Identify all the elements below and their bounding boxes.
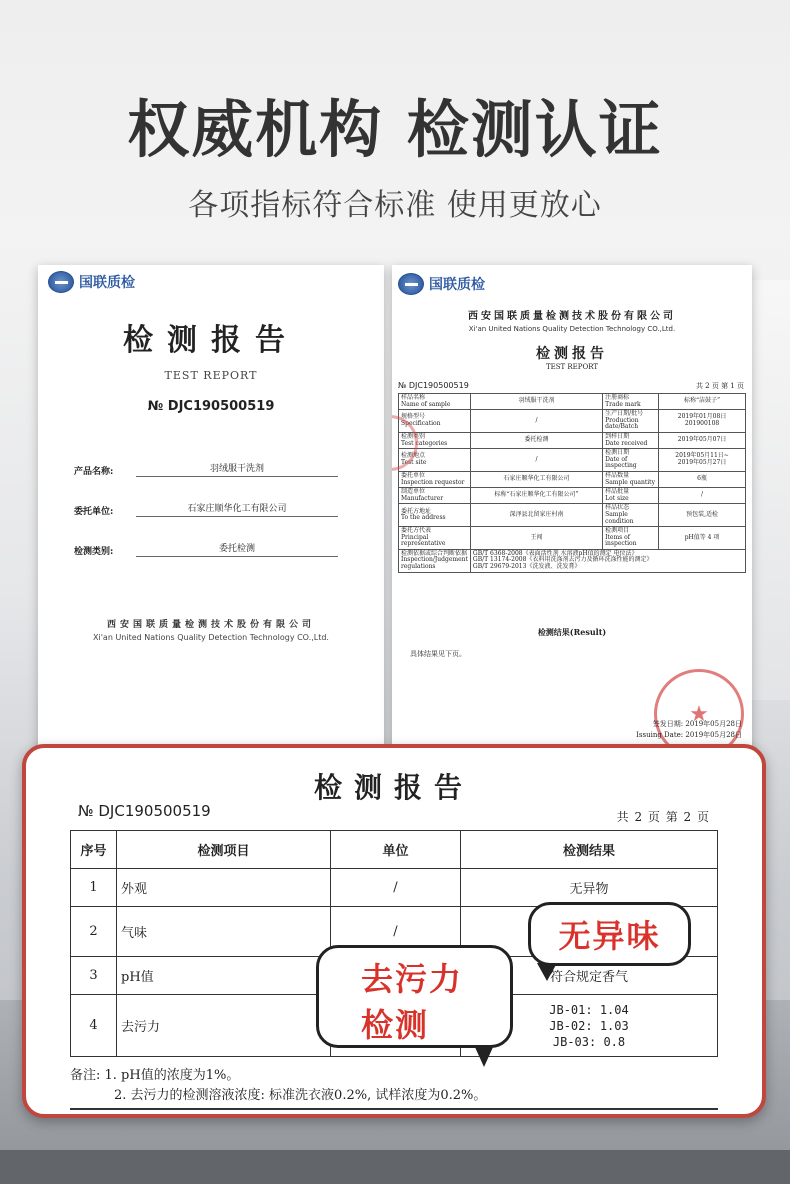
row-unit: /	[331, 907, 461, 957]
table-cell: 样品状态 Sample condition	[603, 504, 659, 527]
table-row	[399, 549, 746, 572]
detail-page-indicator: 共 2 页 第 1 页	[695, 382, 744, 390]
field-value: 羽绒服干洗剂	[136, 461, 338, 477]
detail-issue-date	[636, 719, 742, 740]
detail-company-en: Xi'an United Nations Quality Detection Technology CO.,Ltd.	[468, 325, 676, 333]
header-item: 检测项目	[117, 831, 331, 869]
table-cell: 委托方代表 Principal representative	[399, 527, 471, 550]
row-no: 2	[71, 907, 117, 957]
field-label: 委托单位:	[74, 507, 114, 517]
table-cell: 样品批量 Lot size	[603, 488, 659, 504]
table-cell: 检测日期 Date of inspecting	[603, 449, 659, 472]
detail-company-cn: 西安国联质量检测技术股份有限公司	[468, 311, 676, 322]
logo-emblem-icon	[48, 271, 74, 293]
cover-company-cn: 西安国联质量检测技术股份有限公司	[106, 620, 315, 630]
header-unit: 单位	[331, 831, 461, 869]
zoom-title: 检测报告	[313, 771, 474, 804]
row-unit: /	[331, 869, 461, 907]
table-cell: 石家庄顺华化工有限公司	[470, 471, 602, 487]
table-header-row	[71, 831, 718, 869]
detail-subtitle: TEST REPORT	[545, 363, 599, 371]
table-cell: 检测项目 Items of inspection	[603, 527, 659, 550]
logo-emblem-icon	[398, 273, 424, 295]
divider	[70, 1108, 718, 1110]
table-cell: 委托检测	[470, 432, 602, 448]
table-cell: /	[470, 410, 602, 433]
field-label: 检测类别:	[74, 547, 114, 557]
callout-line: 去污力	[361, 960, 464, 998]
table-cell: 标称“石家庄顺华化工有限公司”	[470, 488, 602, 504]
report-detail-page	[392, 265, 752, 755]
detail-result-text: 具体结果见下页。	[410, 650, 466, 658]
table-cell: 委托方地址 To the address	[399, 504, 471, 527]
row-no: 3	[71, 957, 117, 995]
table-row	[399, 527, 746, 550]
row-result: 符合规定香气	[461, 957, 718, 995]
header-result: 检测结果	[461, 831, 718, 869]
field-label: 产品名称:	[74, 467, 114, 477]
cover-report-number: № DJC190500519	[147, 399, 275, 414]
callout-no-odor: 无异味	[528, 902, 691, 966]
table-row	[399, 504, 746, 527]
cover-field-product	[74, 461, 374, 477]
table-cell: 6瓶	[659, 471, 746, 487]
logo-text: 国联质检	[79, 275, 135, 291]
row-no: 1	[71, 869, 117, 907]
row-item: pH值	[117, 957, 331, 995]
background-floor	[0, 1150, 790, 1184]
issue-date-en: Issuing Date: 2019年05月28日	[636, 730, 742, 739]
table-cell: 生产日期/批号 Production date/Batch	[603, 410, 659, 433]
table-cell: 检测地点 Test site	[399, 449, 471, 472]
field-value: 委托检测	[136, 541, 338, 557]
row-no: 4	[71, 995, 117, 1057]
table-cell: 样品数量 Sample quantity	[603, 471, 659, 487]
zoom-page-indicator: 共 2 页 第 2 页	[616, 810, 710, 824]
zoom-report-number: № DJC190500519	[78, 802, 211, 820]
table-cell: 深泽县北留家庄村南	[470, 504, 602, 527]
row-item: 去污力	[117, 995, 331, 1057]
table-row	[399, 471, 746, 487]
table-cell: 2019年01月08日 201900108	[659, 410, 746, 433]
note-line: 2. 去污力的检测溶液浓度: 标准洗衣液0.2%, 试样浓度为0.2%。	[114, 1088, 487, 1103]
table-row	[399, 410, 746, 433]
table-cell: 制造单位 Manufacturer	[399, 488, 471, 504]
standard-line: GB/T 6368-2008《表面活性剂 水溶液pH值的测定 电位法》	[472, 549, 638, 557]
row-item: 气味	[117, 907, 331, 957]
detail-result-title: 检测结果(Result)	[537, 627, 607, 637]
table-cell: /	[470, 449, 602, 472]
table-cell: 委托单位 Inspection requestor	[399, 471, 471, 487]
page-headline: 权威机构 检测认证	[127, 93, 663, 166]
cover-company-en: Xi'an United Nations Quality Detection Technology CO.,Ltd.	[93, 633, 329, 642]
table-row	[71, 869, 718, 907]
row-item: 外观	[117, 869, 331, 907]
seal-star-icon: ★	[689, 701, 709, 727]
table-cell: 到样日期 Date received	[603, 432, 659, 448]
table-cell: 预包装,适检	[659, 504, 746, 527]
callout-cleaning-test	[316, 945, 513, 1048]
table-cell: 2019年05月07日	[659, 432, 746, 448]
table-row	[399, 488, 746, 504]
note-line: 备注: 1. pH值的浓度为1%。	[70, 1068, 240, 1083]
table-cell: pH值等 4 项	[659, 527, 746, 550]
table-cell: 标称“洁鼓子”	[659, 394, 746, 410]
table-cell: 羽绒服干洗剂	[470, 394, 602, 410]
row-result: JB-01: 1.04 JB-02: 1.03 JB-03: 0.8	[461, 995, 718, 1057]
table-cell: /	[659, 488, 746, 504]
logo-text: 国联质检	[429, 277, 485, 293]
cover-subtitle: TEST REPORT	[164, 369, 258, 382]
table-row	[399, 394, 746, 410]
page-subheadline: 各项指标符合标准 使用更放心	[188, 188, 602, 223]
standard-line: GB/T 13174-2008《衣料用洗涤剂去污力及循环洗涤性能的测定》	[472, 556, 653, 564]
field-value: 石家庄顺华化工有限公司	[136, 501, 338, 517]
table-cell: 王闯	[470, 527, 602, 550]
header-no: 序号	[71, 831, 117, 869]
report-cover-page	[38, 265, 384, 755]
official-seal-icon	[654, 669, 744, 755]
table-cell: 规格型号 Specification	[399, 410, 471, 433]
table-row	[399, 449, 746, 472]
standard-line: GB/T 29679-2013《洗发液、洗发膏》	[472, 563, 581, 571]
callout-line: 检测	[361, 1006, 430, 1044]
issue-date-cn: 签发日期: 2019年05月28日	[652, 720, 742, 728]
cover-field-category	[74, 541, 374, 557]
table-cell: 注册商标 Trade mark	[603, 394, 659, 410]
logo	[398, 273, 485, 295]
detail-report-number: № DJC190500519	[398, 381, 469, 390]
cover-title: 检测报告	[123, 323, 299, 358]
results-notes	[70, 1066, 718, 1106]
detail-title: 检测报告	[536, 346, 608, 362]
table-cell	[470, 549, 745, 572]
table-cell: 检测依据或综合判断依据 Inspection/Judgement regulations	[399, 549, 471, 572]
cover-field-requestor	[74, 501, 374, 517]
table-cell: 检测类别 Test categories	[399, 432, 471, 448]
row-result: 无异物	[461, 869, 718, 907]
table-cell: 2019年05月11日~ 2019年05月27日	[659, 449, 746, 472]
table-row	[399, 432, 746, 448]
detail-info-table	[398, 393, 746, 573]
logo	[48, 271, 135, 293]
table-cell: 样品名称 Name of sample	[399, 394, 471, 410]
